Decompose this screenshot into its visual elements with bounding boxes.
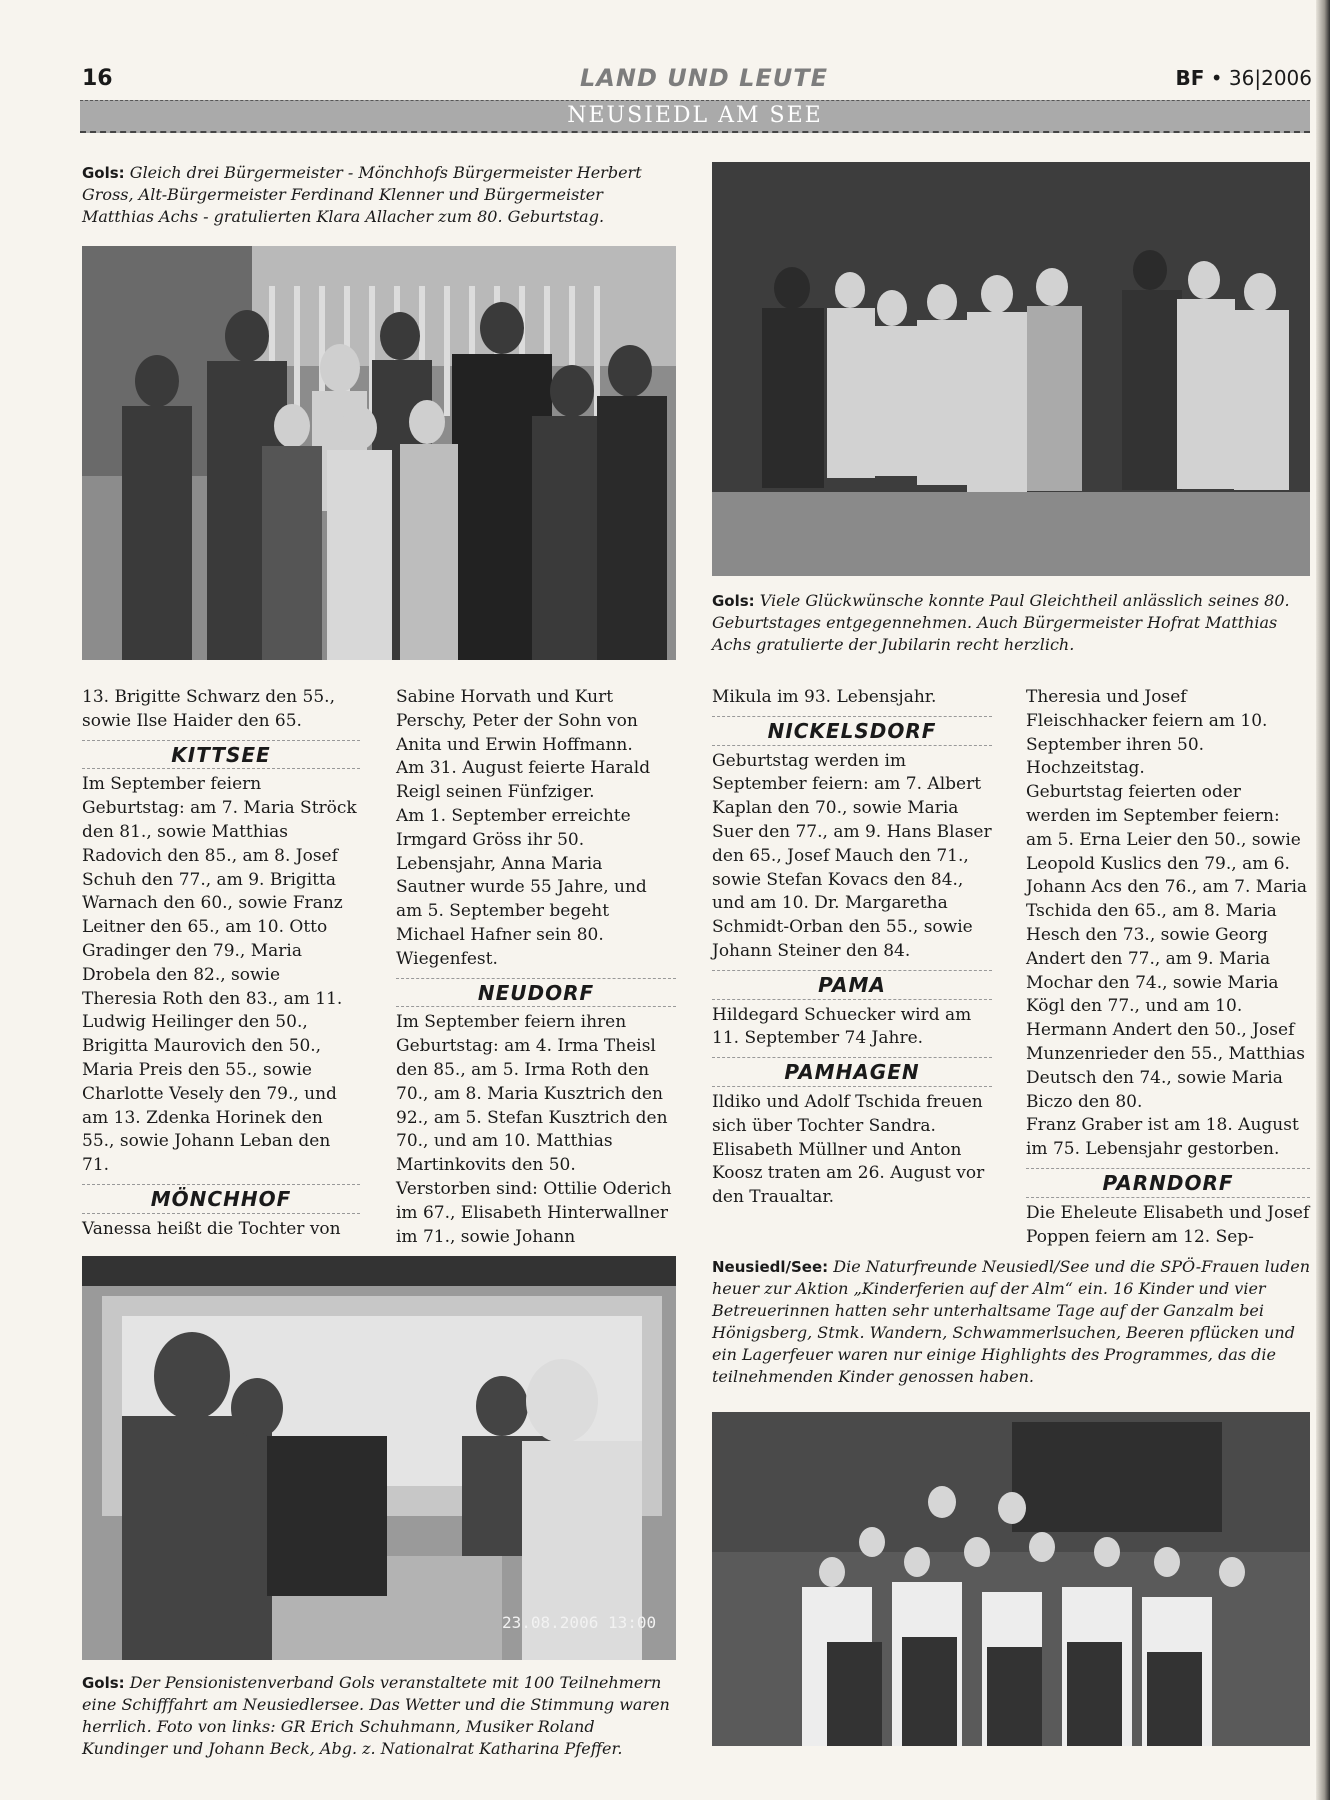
photo-birthday-group-ivy-image: [712, 162, 1310, 576]
caption-location: Gols:: [82, 1674, 125, 1692]
paragraph: Geburtstag feierten oder werden im September feiern: am 5. Erna Leier den 50., sowie Leopold Kuslics den 79., am 6. Johann Acs den 76., am 7. Maria Tschida den 65., am 8. Maria Hesch den 73., sowie Georg Andert den 77., am 9. Maria Mochar den 74., sowie Maria Kögl den 77., und am 10. Hermann Andert den 50., Josef Munzenrieder den 55., Matthias Deutsch den 74., sowie Maria Biczo den 80.: [1026, 782, 1308, 1112]
paragraph: Elisabeth Müllner und Anton Koosz traten am 26. August vor den Traualtar.: [712, 1139, 985, 1208]
section-heading-kittsee: KITTSEE: [82, 740, 360, 770]
paragraph: Sabine Horvath und Kurt Perschy, Peter der Sohn von Anita und Erwin Hoffmann.: [396, 687, 638, 755]
photo-boat-trip: [82, 1256, 676, 1660]
page-number: 16: [82, 66, 113, 91]
caption-location: Gols:: [712, 592, 755, 610]
paragraph: Im September feiern Geburtstag: am 7. Maria Ströck den 81., sowie Matthias Radovich den 85., am 8. Josef Schuh den 77., am 9. Brigitta Warnach den 60., sowie Franz Leitner den 65., am 10. Otto Gradinger den 79., Maria Drobela den 82., sowie Theresia Roth den 83., am 11. Ludwig Heilinger den 50., Brigitta Maurovich den 50., Maria Preis den 55., sowie Charlotte Vesely den 79., und am 13. Zdenka Horinek den 55., sowie Johann Leban den 71.: [82, 774, 357, 1176]
section-title: LAND UND LEUTE: [580, 64, 829, 92]
caption-top-left: [82, 162, 672, 228]
article-column-1: [82, 686, 360, 1242]
section-heading-neudorf: NEUDORF: [396, 978, 676, 1008]
photo-children-alm: [712, 1412, 1310, 1746]
caption-bottom-left: [82, 1672, 676, 1760]
paragraph: Theresia und Josef Fleischhacker feiern am 10. September ihren 50. Hochzeitstag.: [1026, 687, 1268, 779]
section-heading-parndorf: PARNDORF: [1026, 1168, 1310, 1198]
paragraph: Die Eheleute Elisabeth und Josef Poppen feiern am 12. Sep-: [1026, 1202, 1310, 1247]
caption-bottom-right: [712, 1256, 1310, 1388]
caption-text: Der Pensionistenverband Gols veranstaltete mit 100 Teilnehmern eine Schifffahrt am Neusiedlersee. Das Wetter und die Stimmung waren herrlich. Foto von links: GR Erich Schuhmann, Musiker Roland Kundinger und Johann Beck, Abg. z. Nationalrat Katharina Pfeffer.: [82, 1673, 670, 1758]
caption-top-right: [712, 590, 1310, 656]
caption-text: Viele Glückwünsche konnte Paul Gleichtheil anlässlich seines 80. Geburtstages entgegennehmen. Auch Bürgermeister Hofrat Matthias Achs gratulierte der Jubilarin recht herzlich.: [712, 591, 1290, 654]
paragraph: Verstorben sind: Ottilie Oderich im 67., Elisabeth Hinterwallner im 71., sowie Johann: [396, 1178, 672, 1247]
paragraph: Am 31. August feierte Harald Reigl seinen Fünfziger.: [396, 758, 651, 803]
section-heading-nickelsdorf: NICKELSDORF: [712, 716, 992, 746]
caption-location: Neusiedl/See:: [712, 1258, 829, 1276]
caption-text: Die Naturfreunde Neusiedl/See und die SPÖ-Frauen luden heuer zur Aktion „Kinderferien auf der Alm“ ein. 16 Kinder und vier Betreuerinnen hatten sehr unterhaltsame Tage auf der Ganzalm bei Hönigsberg, Stmk. Wandern, Schwammerlsuchen, Beeren pflücken und ein Lagerfeuer waren nur einige Highlights des Programmes, das die teilnehmenden Kinder genossen haben.: [712, 1257, 1310, 1386]
paragraph: Ildiko und Adolf Tschida freuen sich über Tochter Sandra.: [712, 1091, 983, 1136]
photo-children-alm-image: [712, 1412, 1310, 1746]
section-heading-pama: PAMA: [712, 970, 992, 1000]
photo-timestamp: 23.08.2006 13:00: [502, 1613, 657, 1632]
paragraph: Geburtstag werden im September feiern: am 7. Albert Kaplan den 70., sowie Maria Suer den 77., am 9. Hans Blaser den 65., Josef Mauch den 71., sowie Stefan Kovacs den 84., und am 10. Dr. Margaretha Schmidt-Orban den 55., sowie Johann Steiner den 84.: [712, 750, 992, 961]
paragraph: Franz Graber ist am 18. August im 75. Lebensjahr gestorben.: [1026, 1115, 1299, 1160]
paragraph: Hildegard Schuecker wird am 11. September 74 Jahre.: [712, 1004, 972, 1049]
paragraph: 13. Brigitte Schwarz den 55., sowie Ilse Haider den 65.: [82, 687, 335, 731]
article-column-2: [396, 686, 676, 1249]
section-heading-pamhagen: PAMHAGEN: [712, 1057, 992, 1087]
caption-location: Gols:: [82, 164, 125, 182]
paragraph: Im September feiern ihren Geburtstag: am 4. Irma Theisl den 85., am 5. Irma Roth den 70., am 8. Maria Kusztrich den 92., am 5. Stefan Kusztrich den 70., und am 10. Matthias Martinkovits den 50.: [396, 1012, 668, 1176]
caption-text: Gleich drei Bürgermeister - Mönchhofs Bürgermeister Herbert Gross, Alt-Bürgermeister Ferdinand Klenner und Bürgermeister Matthias Achs - gratulierten Klara Allacher zum 80. Geburtstag.: [82, 163, 642, 226]
photo-birthday-group-ivy: [712, 162, 1310, 576]
paragraph: Mikula im 93. Lebensjahr.: [712, 687, 937, 707]
issue-info: [1175, 66, 1312, 90]
region-banner: [80, 100, 1310, 133]
page-edge-shadow: [1316, 0, 1330, 1800]
article-column-3: [712, 686, 992, 1210]
paragraph: Am 1. September erreichte Irmgard Gröss ihr 50. Lebensjahr, Anna Maria Sautner wurde 55 Jahre, und am 5. September begeht Michael Hafner sein 80. Wiegenfest.: [396, 805, 647, 969]
issue-number: 36|2006: [1228, 66, 1312, 90]
photo-boat-trip-image: [82, 1256, 676, 1660]
region-banner-label: NEUSIEDL AM SEE: [567, 103, 823, 128]
article-column-4: [1026, 686, 1310, 1249]
paragraph: Vanessa heißt die Tochter von: [82, 1218, 341, 1239]
photo-birthday-group-garden: [82, 246, 676, 660]
bullet-separator: •: [1210, 66, 1229, 90]
section-heading-moenchhof: MÖNCHHOF: [82, 1184, 360, 1214]
photo-birthday-group-garden-image: [82, 246, 676, 660]
brand-label: BF: [1175, 66, 1205, 90]
